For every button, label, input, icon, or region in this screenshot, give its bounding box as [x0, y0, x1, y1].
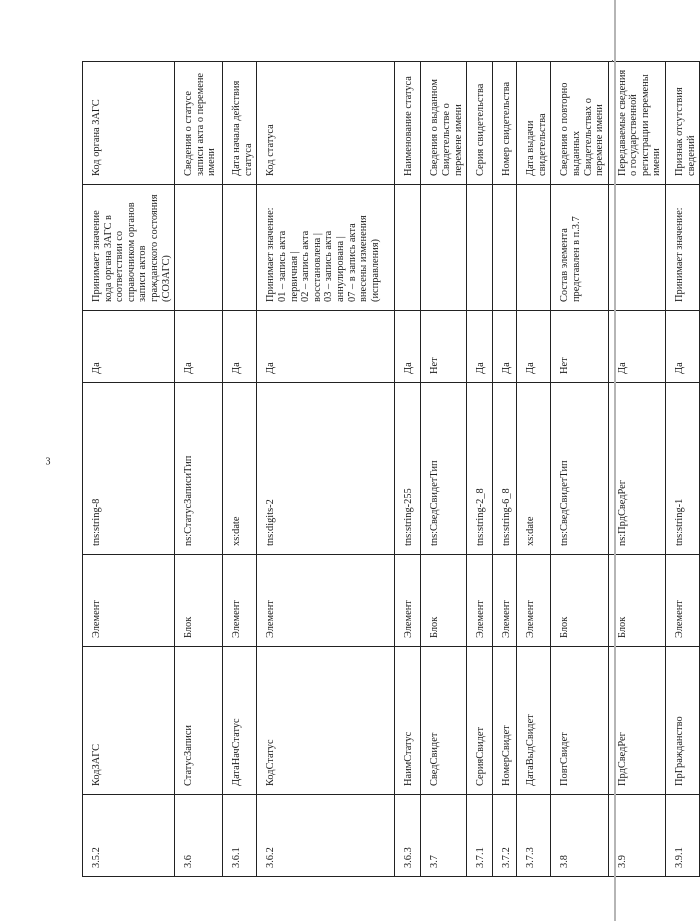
data-type: tns:string-6_8 — [493, 383, 517, 555]
constraint-text — [517, 185, 551, 311]
description: Сведения о выданном Свидетельстве о перемене имени — [421, 62, 467, 185]
description: Дата начала действия статуса — [223, 62, 257, 185]
element-kind: Элемент — [666, 555, 700, 647]
row-number: 3.6.1 — [223, 795, 257, 877]
required-flag: Да — [467, 311, 493, 383]
element-kind: Элемент — [257, 555, 395, 647]
table-row — [421, 62, 467, 877]
required-flag: Да — [608, 311, 665, 383]
table-row — [493, 62, 517, 877]
table-row — [467, 62, 493, 877]
element-kind: Элемент — [83, 555, 175, 647]
element-kind: Элемент — [493, 555, 517, 647]
page-number: 3 — [45, 457, 51, 468]
constraint-text: Принимает значение: — [666, 185, 700, 311]
table-row — [83, 62, 175, 877]
table-row — [175, 62, 223, 877]
row-number: 3.8 — [551, 795, 608, 877]
row-number: 3.6.3 — [395, 795, 421, 877]
scan-mark — [612, 60, 613, 62]
row-number: 3.6 — [175, 795, 223, 877]
required-flag: Нет — [551, 311, 608, 383]
table-row — [666, 62, 700, 877]
element-kind: Блок — [551, 555, 608, 647]
element-kind: Блок — [421, 555, 467, 647]
constraint-text — [608, 185, 665, 311]
constraint-text — [493, 185, 517, 311]
element-name: ПовтСвидет — [551, 647, 608, 795]
description: Код статуса — [257, 62, 395, 185]
data-type: tns:digits-2 — [257, 383, 395, 555]
constraint-text — [175, 185, 223, 311]
element-kind: Блок — [608, 555, 665, 647]
element-kind: Элемент — [395, 555, 421, 647]
description: Номер свидетельства — [493, 62, 517, 185]
row-number: 3.7.2 — [493, 795, 517, 877]
row-number: 3.6.2 — [257, 795, 395, 877]
element-name: ДатаНачСтатус — [223, 647, 257, 795]
description: Код органа ЗАГС — [83, 62, 175, 185]
row-number: 3.9.1 — [666, 795, 700, 877]
element-name: СтатусЗаписи — [175, 647, 223, 795]
description: Передаваемые сведения о государственной регистрации перемены имени — [608, 62, 665, 185]
row-number: 3.7 — [421, 795, 467, 877]
row-number: 3.5.2 — [83, 795, 175, 877]
description: Наименование статуса — [395, 62, 421, 185]
rotated-table — [82, 62, 697, 877]
element-kind: Блок — [175, 555, 223, 647]
element-name: СерияСвидет — [467, 647, 493, 795]
data-type: xs:date — [223, 383, 257, 555]
required-flag: Да — [223, 311, 257, 383]
table-row — [223, 62, 257, 877]
element-name: СведСвидет — [421, 647, 467, 795]
constraint-text: Принимает значение кода органа ЗАГС в соответствии со справочником органов записи актов гражданского состояния (СОЗАГС) — [83, 185, 175, 311]
constraint-text — [223, 185, 257, 311]
data-type: tns:string-8 — [83, 383, 175, 555]
row-number: 3.7.3 — [517, 795, 551, 877]
data-type: tns:СведСвидетТип — [551, 383, 608, 555]
field-spec-table — [82, 61, 700, 877]
data-type: tns:string-1 — [666, 383, 700, 555]
required-flag: Да — [83, 311, 175, 383]
description: Сведения о повторно выданных Свидетельствах о перемене имени — [551, 62, 608, 185]
element-name: НомерСвидет — [493, 647, 517, 795]
element-kind: Элемент — [517, 555, 551, 647]
description: Признак отсутствия сведений — [666, 62, 700, 185]
element-name: ПрдСведРег — [608, 647, 665, 795]
required-flag: Нет — [421, 311, 467, 383]
data-type: tns:string-2_8 — [467, 383, 493, 555]
required-flag: Да — [395, 311, 421, 383]
data-type: ns:СтатусЗаписиТип — [175, 383, 223, 555]
element-name: НаимСтатус — [395, 647, 421, 795]
constraint-text — [421, 185, 467, 311]
data-type: ns:ПрдСведРег — [608, 383, 665, 555]
element-name: КодЗАГС — [83, 647, 175, 795]
element-name: КодСтатус — [257, 647, 395, 795]
table-row — [551, 62, 608, 877]
required-flag: Да — [257, 311, 395, 383]
element-name: ПрГражданство — [666, 647, 700, 795]
table-body — [83, 62, 700, 877]
required-flag: Да — [493, 311, 517, 383]
table-row — [395, 62, 421, 877]
constraint-text — [395, 185, 421, 311]
row-number: 3.7.1 — [467, 795, 493, 877]
required-flag: Да — [517, 311, 551, 383]
constraint-text: Принимает значение: 01 – запись акта первичная | 02 – запись акта восстановлена | 03 – запись акта аннулирована | 07 – в запись акта внесены изменения (исправления) — [257, 185, 395, 311]
rotated-table-container — [82, 62, 697, 877]
row-number: 3.9 — [608, 795, 665, 877]
required-flag: Да — [666, 311, 700, 383]
element-name: ДатаВыдСвидет — [517, 647, 551, 795]
description: Дата выдачи свидетельства — [517, 62, 551, 185]
table-row — [517, 62, 551, 877]
constraint-text — [467, 185, 493, 311]
element-kind: Элемент — [223, 555, 257, 647]
data-type: tns:СведСвидетТип — [421, 383, 467, 555]
data-type: tns:string-255 — [395, 383, 421, 555]
description: Сведения о статусе записи акта о перемене имени — [175, 62, 223, 185]
constraint-text: Состав элемента представлен в п.3.7 — [551, 185, 608, 311]
table-row — [608, 62, 665, 877]
scan-edge — [614, 0, 616, 921]
element-kind: Элемент — [467, 555, 493, 647]
description: Серия свидетельства — [467, 62, 493, 185]
required-flag: Да — [175, 311, 223, 383]
data-type: xs:date — [517, 383, 551, 555]
table-row — [257, 62, 395, 877]
